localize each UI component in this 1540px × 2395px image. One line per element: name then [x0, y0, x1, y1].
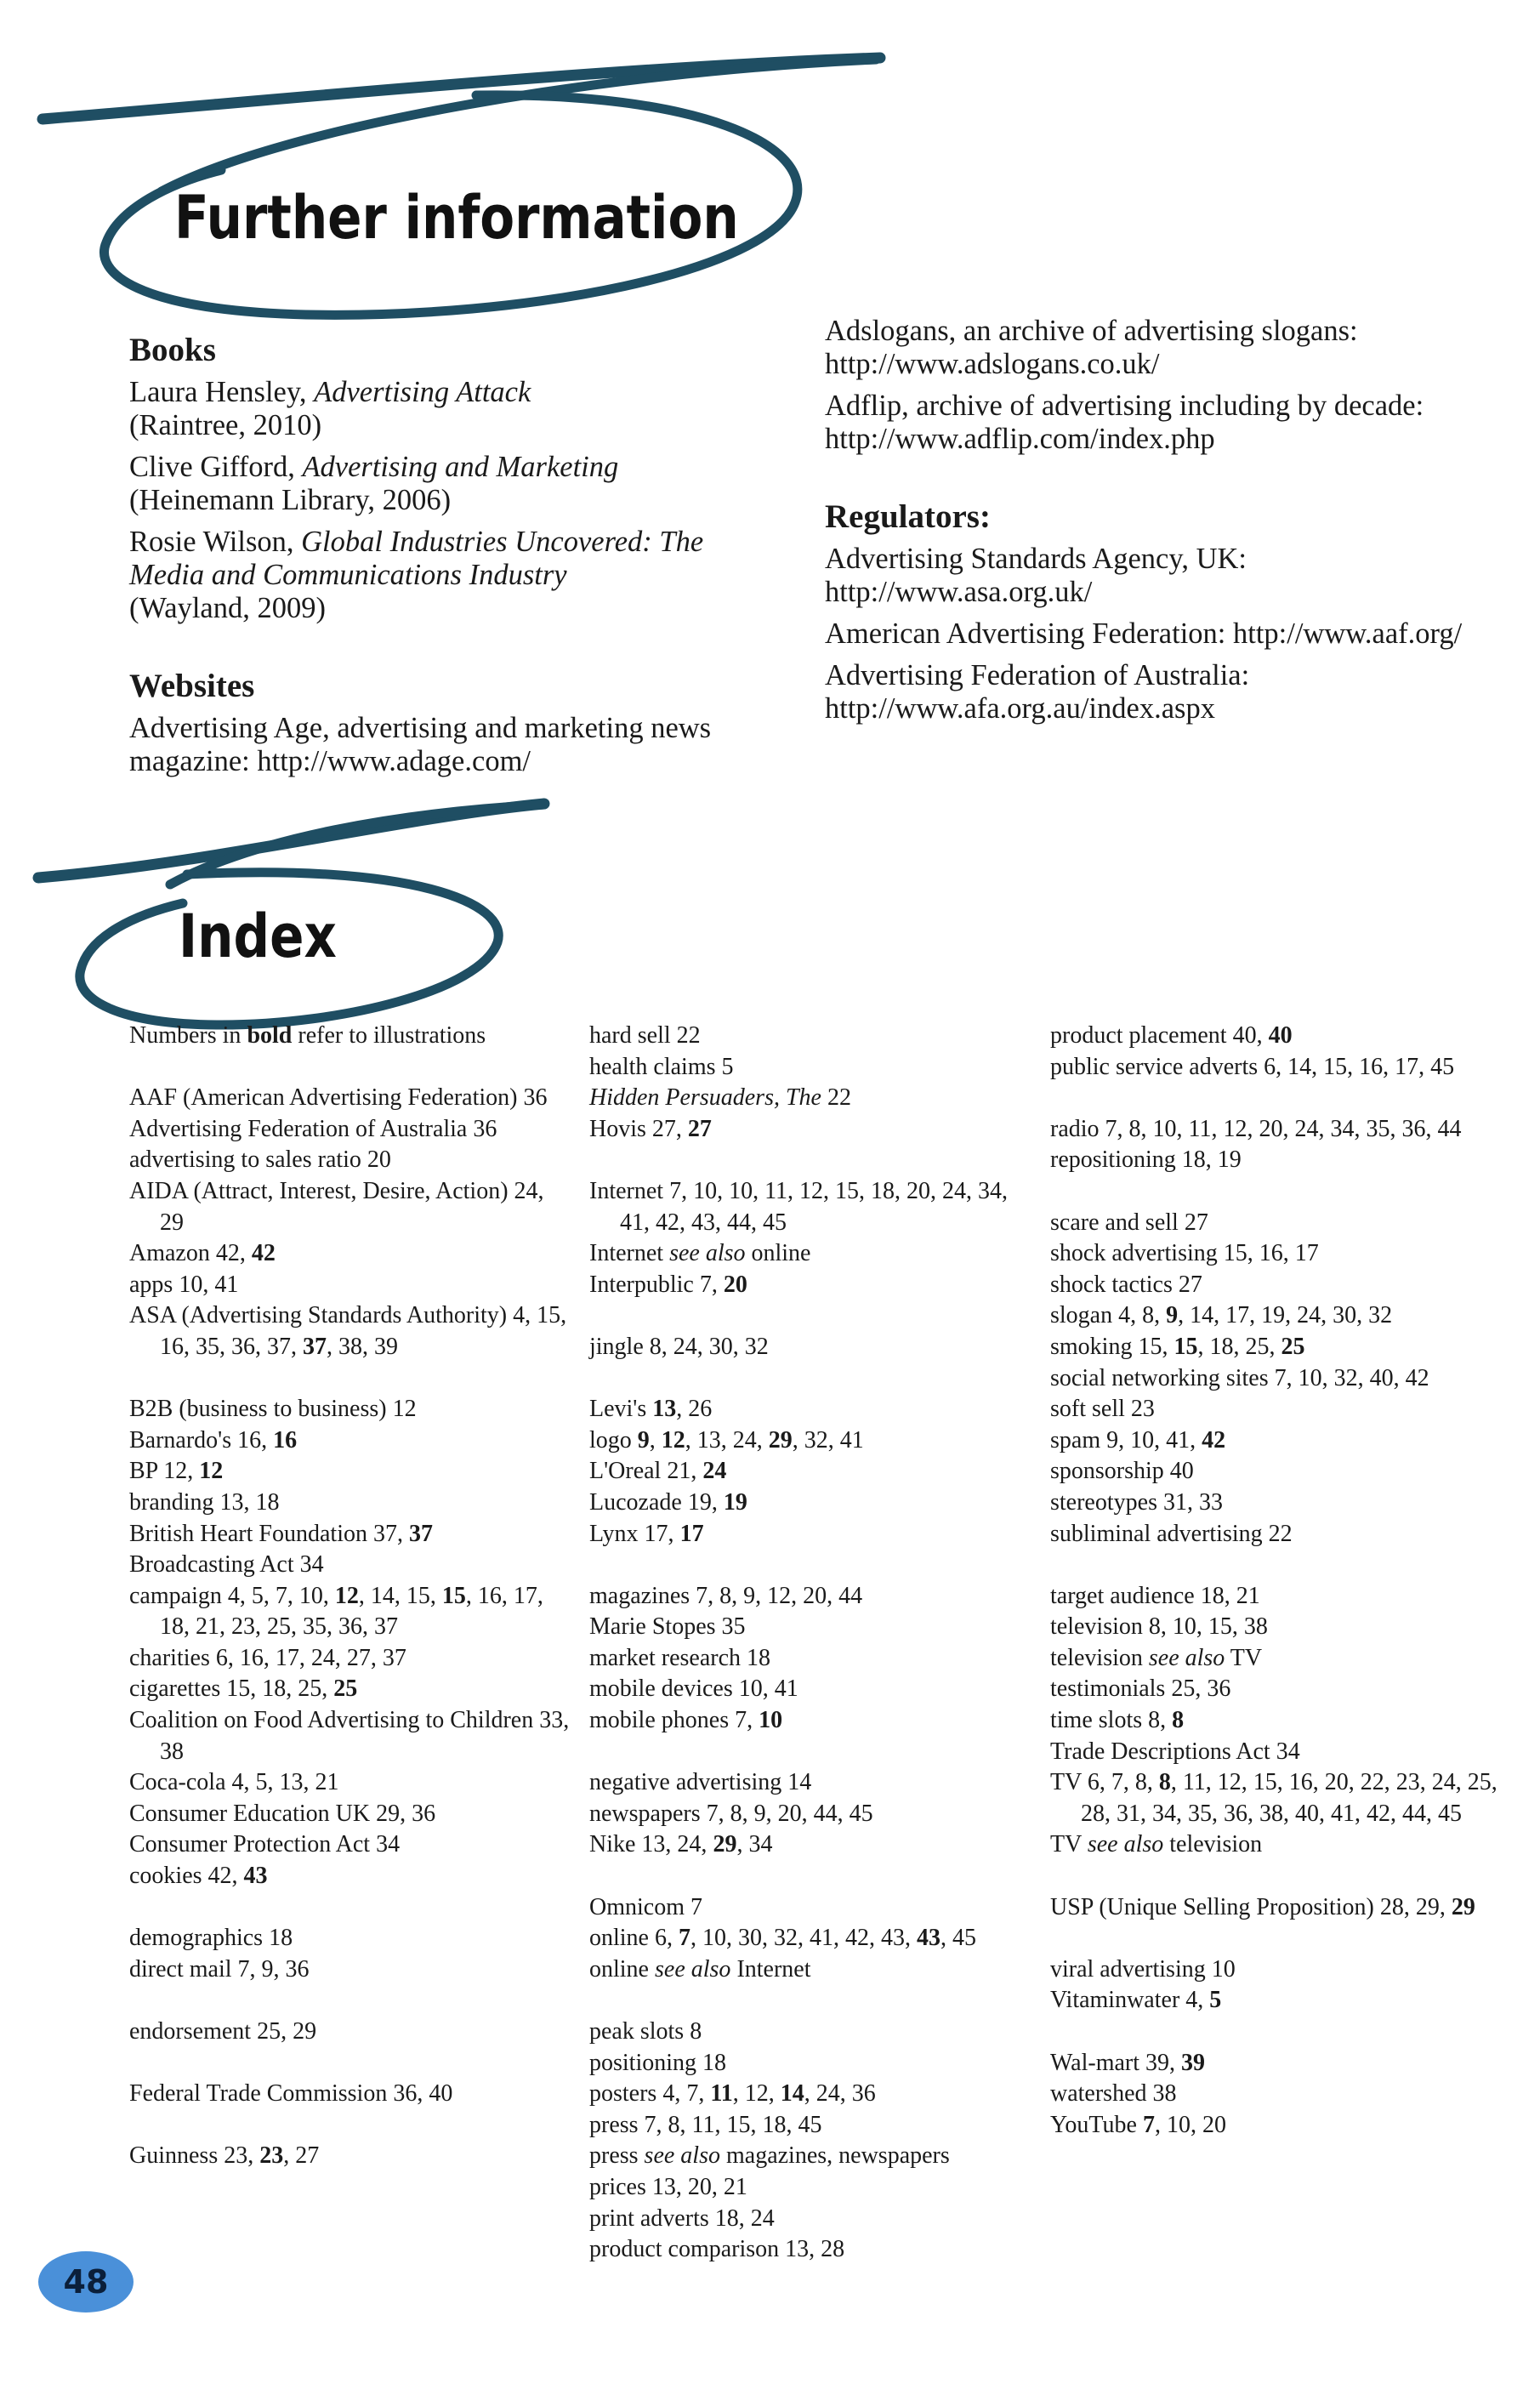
index-entry — [129, 1550, 571, 1581]
index-gap — [589, 1145, 1031, 1176]
index-gap — [589, 1985, 1031, 2017]
index-entry-text: 37 — [408, 1520, 433, 1547]
index-entry — [129, 1581, 571, 1643]
index-entry-text: Nike 13, 24, — [589, 1831, 713, 1858]
index-entry — [129, 1643, 571, 1675]
index-entry-text: Consumer Education UK 29, 36 — [129, 1800, 436, 1827]
index-entry-text: L'Oreal 21, — [589, 1458, 703, 1485]
index-entry-text: Levi's — [589, 1396, 653, 1423]
index-entry-text: health claims 5 — [589, 1053, 734, 1080]
index-entry-text: TV — [1225, 1644, 1263, 1671]
website-entry: Adslogans, an archive of advertising slogans: http://www.adslogans.co.uk/ — [825, 315, 1358, 380]
index-entry — [589, 1052, 1031, 1084]
index-entry-text: jingle 8, 24, 30, 32 — [589, 1333, 769, 1360]
index-gap — [589, 1861, 1031, 1892]
index-entry-text: cookies 42, — [129, 1863, 244, 1890]
index-entry-text: 11 — [710, 2080, 733, 2108]
index-gap — [1050, 1861, 1509, 1892]
index-entry-text: 22 — [821, 1084, 851, 1112]
further-information-title: Further information — [174, 183, 739, 253]
index-entry-text: online 6, — [589, 1925, 679, 1952]
books-section — [129, 332, 776, 625]
index-entry-text: smoking 15, — [1050, 1333, 1174, 1360]
index-entry-text: endorsement 25, 29 — [129, 2018, 317, 2045]
further-information-right-column — [825, 315, 1488, 768]
regulators-section — [825, 498, 1488, 725]
index-entry — [1050, 1581, 1509, 1613]
index-entry-text: Federal Trade Commission 36, 40 — [129, 2080, 453, 2108]
websites-section — [129, 668, 776, 778]
index-entry-text: , 14, 17, 19, 24, 30, 32 — [1178, 1302, 1393, 1329]
index-entry-text: , 10, 30, 32, 41, 42, 43, — [690, 1925, 917, 1952]
index-entry — [589, 2079, 1031, 2110]
index-entry — [589, 2141, 1031, 2172]
index-entry — [1050, 1300, 1509, 1332]
index-entry — [589, 1954, 1031, 1986]
index-entry-text: target audience 18, 21 — [1050, 1582, 1260, 1609]
index-entry — [129, 1300, 571, 1362]
index-entry — [1050, 1674, 1509, 1705]
index-entry-text: , 14, 15, — [358, 1582, 442, 1609]
further-information-left-column — [129, 332, 776, 821]
index-entry — [129, 1021, 571, 1052]
index-entry-text: prices 13, 20, 21 — [589, 2173, 747, 2200]
index-entry-text: stereotypes 31, 33 — [1050, 1488, 1223, 1516]
index-entry — [1050, 1363, 1509, 1395]
index-column-3 — [1050, 1021, 1509, 2141]
index-entry — [129, 1519, 571, 1550]
index-entry — [1050, 1021, 1509, 1052]
index-entry-text: mobile phones 7, — [589, 1707, 759, 1734]
index-column-1 — [129, 1021, 571, 2172]
index-entry-text: watershed 38 — [1050, 2080, 1177, 2108]
index-entry-text: see also — [655, 1955, 731, 1983]
index-entry-text: online — [745, 1240, 811, 1267]
index-entry-text: cigarettes 15, 18, 25, — [129, 1675, 334, 1703]
index-entry — [589, 1674, 1031, 1705]
index-entry — [1050, 1519, 1509, 1550]
index-entry-text: , 12, — [732, 2080, 781, 2108]
index-entry-text: logo — [589, 1426, 638, 1453]
index-entry — [1050, 1737, 1509, 1768]
index-entry-text: 7 — [679, 1925, 690, 1952]
index-gap — [589, 1363, 1031, 1395]
index-entry — [1050, 1145, 1509, 1176]
regulator-entry: Advertising Federation of Australia: http://www.afa.org.au/index.aspx — [825, 659, 1250, 725]
index-entry-text: 13 — [652, 1396, 677, 1423]
index-entry-text: 8 — [1158, 1769, 1171, 1796]
index-entry-text: YouTube — [1050, 2111, 1143, 2138]
index-entry-text: Advertising Federation of Australia 36 — [129, 1115, 497, 1142]
index-entry-text: , 11, 12, 15, 16, 20, 22, 23, 24, 25, 28, 31, 34, 35, 36, 38, 40, 41, 42, 44, 45 — [1081, 1769, 1497, 1827]
index-entry-text: newspapers 7, 8, 9, 20, 44, 45 — [589, 1800, 873, 1827]
index-entry-text: product comparison 13, 28 — [589, 2236, 845, 2263]
index-entry-text: , 26 — [676, 1396, 713, 1423]
index-entry — [1050, 1114, 1509, 1146]
book-author: Clive Gifford, — [129, 451, 295, 483]
index-entry-text: , 27 — [283, 2142, 320, 2170]
index-entry — [129, 1705, 571, 1767]
index-entry-text: repositioning 18, 19 — [1050, 1146, 1242, 1174]
book-details: (Heinemann Library, 2006) — [129, 484, 452, 516]
index-entry-text: 7 — [1142, 2111, 1155, 2138]
index-gap — [1050, 1550, 1509, 1581]
index-entry-text: Marie Stopes 35 — [589, 1613, 746, 1641]
index-entry-text: Broadcasting Act 34 — [129, 1551, 324, 1579]
index-entry-text: refer to illustrations — [292, 1022, 486, 1049]
index-entry-text: , 24, 36 — [804, 2080, 876, 2108]
index-entry-text: , 45 — [940, 1925, 976, 1952]
index-entry-text: 12 — [334, 1582, 359, 1609]
index-entry-text: testimonials 25, 36 — [1050, 1675, 1231, 1703]
index-entry-text: Consumer Protection Act 34 — [129, 1831, 401, 1858]
index-entry-text: 43 — [243, 1863, 268, 1890]
index-entry — [129, 1923, 571, 1954]
index-entry-text: Guinness 23, — [129, 2142, 260, 2170]
index-entry — [1050, 1612, 1509, 1643]
index-entry — [589, 1799, 1031, 1830]
index-gap — [589, 1737, 1031, 1768]
index-entry-text: , 38, 39 — [327, 1333, 398, 1360]
index-entry — [129, 1488, 571, 1519]
index-entry-text: spam 9, 10, 41, — [1050, 1426, 1202, 1453]
index-gap — [129, 1052, 571, 1084]
index-entry — [129, 1861, 571, 1892]
index-entry — [129, 1238, 571, 1270]
index-entry-text: 15 — [1173, 1333, 1198, 1360]
index-entry-text: 43 — [917, 1925, 940, 1952]
index-entry-text: 25 — [1281, 1333, 1305, 1360]
book-entry — [129, 376, 776, 442]
index-entry-text: Omnicom 7 — [589, 1893, 702, 1920]
index-entry — [1050, 1954, 1509, 1986]
website-entry: Adflip, archive of advertising including by decade: http://www.adflip.com/index.php — [825, 390, 1424, 455]
index-entry — [589, 1176, 1031, 1238]
index-entry-text: Lucozade 19, — [589, 1488, 724, 1516]
index-entry — [129, 2141, 571, 2172]
index-entry-text: AIDA (Attract, Interest, Desire, Action) 24, 29 — [129, 1177, 544, 1236]
index-entry-text: see also — [1148, 1644, 1225, 1671]
index-entry — [589, 2204, 1031, 2235]
index-entry — [589, 1425, 1031, 1457]
index-entry-text: , 16, 17, 18, 21, 23, 25, 35, 36, 37 — [160, 1582, 543, 1641]
index-entry — [589, 1114, 1031, 1146]
index-entry — [1050, 1892, 1509, 1924]
index-entry — [1050, 1767, 1509, 1829]
index-entry-text: product placement 40, — [1050, 1022, 1269, 1049]
index-entry — [589, 1892, 1031, 1924]
index-entry-text: Trade Descriptions Act 34 — [1050, 1738, 1300, 1765]
index-entry-text: TV 6, 7, 8, — [1050, 1769, 1159, 1796]
index-entry-text: 27 — [687, 1115, 712, 1142]
index-entry — [129, 1394, 571, 1425]
index-entry-text: television 8, 10, 15, 38 — [1050, 1613, 1268, 1641]
index-entry — [129, 1145, 571, 1176]
book-title: Advertising Attack — [314, 376, 531, 408]
book-author: Laura Hensley, — [129, 376, 307, 408]
book-title: Advertising and Marketing — [302, 451, 619, 483]
index-entry-text: 8 — [1172, 1707, 1185, 1734]
websites-heading: Websites — [129, 668, 255, 704]
index-entry-text: 42 — [1202, 1426, 1226, 1453]
index-entry-text: Internet — [730, 1955, 811, 1983]
index-entry — [589, 2017, 1031, 2048]
index-entry — [1050, 2048, 1509, 2079]
index-entry-text: B2B (business to business) 12 — [129, 1396, 417, 1423]
index-entry — [589, 1519, 1031, 1550]
index-entry-text: , 18, 25, — [1197, 1333, 1281, 1360]
index-entry-text: apps 10, 41 — [129, 1271, 239, 1298]
book-details: (Raintree, 2010) — [129, 409, 322, 441]
index-gap — [589, 1300, 1031, 1332]
index-gap — [129, 2048, 571, 2079]
index-entry — [1050, 1394, 1509, 1425]
index-entry-text: , 34 — [736, 1831, 773, 1858]
index-entry-text: market research 18 — [589, 1644, 770, 1671]
index-entry — [1050, 1332, 1509, 1363]
index-entry — [129, 1767, 571, 1799]
regulator-entry: Advertising Standards Agency, UK: http://www.asa.org.uk/ — [825, 543, 1247, 608]
index-entry — [1050, 1643, 1509, 1675]
index-entry-text: 15 — [441, 1582, 466, 1609]
index-entry-text: Hovis 27, — [589, 1115, 688, 1142]
book-entry — [129, 451, 776, 517]
index-entry-text: British Heart Foundation 37, — [129, 1520, 409, 1547]
index-entry-text: Wal-mart 39, — [1050, 2049, 1182, 2076]
book-author: Rosie Wilson, — [129, 526, 294, 558]
index-entry-text: television — [1163, 1831, 1263, 1858]
index-column-2 — [589, 1021, 1031, 2266]
index-entry — [589, 1612, 1031, 1643]
index-gap — [129, 1892, 571, 1924]
index-entry-text: AAF (American Advertising Federation) 36 — [129, 1084, 548, 1112]
regulators-heading: Regulators: — [825, 498, 991, 535]
index-entry-text: see also — [669, 1240, 746, 1267]
index-entry-text: Hidden Persuaders, The — [589, 1084, 821, 1112]
index-entry-text: campaign 4, 5, 7, 10, — [129, 1582, 335, 1609]
index-entry-text: , 32, 41 — [792, 1426, 864, 1453]
index-entry-text: magazines, newspapers — [719, 2142, 950, 2170]
index-entry — [589, 1488, 1031, 1519]
index-entry-text: 19 — [723, 1488, 747, 1516]
index-gap — [1050, 1923, 1509, 1954]
regulator-entry: American Advertising Federation: http://www.aaf.org/ — [825, 617, 1463, 650]
index-entry-text: Lynx 17, — [589, 1520, 680, 1547]
index-entry-text: 25 — [333, 1675, 358, 1703]
index-entry-text: ASA (Advertising Standards Authority) 4, 15, 16, 35, 36, 37, — [129, 1302, 567, 1360]
index-entry — [589, 1083, 1031, 1114]
index-entry-text: 23 — [259, 2142, 284, 2170]
index-entry-text: radio 7, 8, 10, 11, 12, 20, 24, 34, 35, 36, 44 — [1050, 1115, 1462, 1142]
index-entry — [1050, 1985, 1509, 2017]
index-entry-text: demographics 18 — [129, 1925, 293, 1952]
index-entry — [589, 2172, 1031, 2204]
index-entry-text: press 7, 8, 11, 15, 18, 45 — [589, 2111, 822, 2138]
index-entry-text: posters 4, 7, — [589, 2080, 711, 2108]
index-entry — [129, 1954, 571, 1986]
index-entry-text: , 13, 24, — [685, 1426, 769, 1453]
index-entry — [1050, 1456, 1509, 1488]
page-number-badge: 48 — [38, 2251, 134, 2313]
index-entry-text: charities 6, 16, 17, 24, 27, 37 — [129, 1644, 406, 1671]
book-title: Global Industries Uncovered: The Media and Communications Industry — [129, 526, 704, 591]
index-entry — [589, 1643, 1031, 1675]
index-entry — [129, 1829, 571, 1861]
index-entry-text: positioning 18 — [589, 2049, 727, 2076]
index-entry-text: Coalition on Food Advertising to Children 33, 38 — [129, 1707, 570, 1765]
index-entry-text: 37 — [303, 1333, 327, 1360]
index-entry-text: BP 12, — [129, 1458, 200, 1485]
index-entry-text: 17 — [679, 1520, 704, 1547]
index-gap — [589, 1550, 1031, 1581]
index-entry — [1050, 1238, 1509, 1270]
index-entry — [1050, 1488, 1509, 1519]
index-entry — [1050, 1705, 1509, 1737]
index-entry — [589, 2048, 1031, 2079]
index-entry-text: 12 — [199, 1458, 224, 1485]
index-entry — [589, 1923, 1031, 1954]
index-entry — [129, 2079, 571, 2110]
index-entry-text: viral advertising 10 — [1050, 1955, 1236, 1983]
index-entry-text: shock tactics 27 — [1050, 1271, 1202, 1298]
index-entry — [1050, 1052, 1509, 1084]
index-entry — [1050, 2079, 1509, 2110]
index-entry-text: sponsorship 40 — [1050, 1458, 1194, 1485]
index-entry — [129, 1674, 571, 1705]
index-title: Index — [179, 902, 337, 971]
index-entry-text: 14 — [780, 2080, 804, 2108]
index-entry-text: TV — [1050, 1831, 1088, 1858]
index-entry-text: soft sell 23 — [1050, 1396, 1155, 1423]
index-entry — [589, 1705, 1031, 1737]
index-entry-text: peak slots 8 — [589, 2018, 702, 2045]
index-entry-text: branding 13, 18 — [129, 1488, 280, 1516]
index-entry — [1050, 2110, 1509, 2142]
index-gap — [1050, 2017, 1509, 2048]
index-entry — [129, 1176, 571, 1238]
index-entry-text: subliminal advertising 22 — [1050, 1520, 1293, 1547]
index-entry-text: hard sell 22 — [589, 1022, 701, 1049]
index-entry-text: 42 — [251, 1240, 276, 1267]
index-entry-text: see also — [1087, 1831, 1164, 1858]
index-entry-text: public service adverts 6, 14, 15, 16, 17, 45 — [1050, 1053, 1455, 1080]
index-entry-text: Vitaminwater 4, — [1050, 1987, 1210, 2014]
book-entry — [129, 526, 776, 625]
index-entry — [1050, 1425, 1509, 1457]
index-entry-text: time slots 8, — [1050, 1707, 1173, 1734]
index-entry-text: mobile devices 10, 41 — [589, 1675, 798, 1703]
index-entry — [589, 1829, 1031, 1861]
index-entry — [1050, 1270, 1509, 1301]
index-entry-text: Coca-cola 4, 5, 13, 21 — [129, 1769, 339, 1796]
index-entry — [129, 1083, 571, 1114]
index-entry-text: bold — [247, 1022, 293, 1049]
index-entry-text: television — [1050, 1644, 1149, 1671]
index-entry-text: advertising to sales ratio 20 — [129, 1146, 391, 1174]
index-entry-text: see also — [644, 2142, 720, 2170]
index-entry-text: , 10, 20 — [1154, 2111, 1226, 2138]
index-entry-text: scare and sell 27 — [1050, 1209, 1208, 1236]
index-entry-text: 12 — [661, 1426, 685, 1453]
index-entry-text: 39 — [1181, 2049, 1206, 2076]
websites-continued — [825, 315, 1488, 456]
index-entry-text: online — [589, 1955, 655, 1983]
index-gap — [129, 1985, 571, 2017]
index-entry-text: 10 — [759, 1707, 783, 1734]
index-entry-text: 9 — [637, 1426, 650, 1453]
index-entry — [589, 1581, 1031, 1613]
index-entry-text: Barnardo's 16, — [129, 1426, 274, 1453]
index-entry — [1050, 1829, 1509, 1861]
index-entry-text: 29 — [768, 1426, 793, 1453]
index-entry-text: 29 — [713, 1831, 737, 1858]
index-gap — [1050, 1176, 1509, 1208]
index-entry-text: magazines 7, 8, 9, 12, 20, 44 — [589, 1582, 863, 1609]
index-entry-text: direct mail 7, 9, 36 — [129, 1955, 310, 1983]
index-entry — [589, 1394, 1031, 1425]
index-entry — [129, 2017, 571, 2048]
index-entry — [589, 1332, 1031, 1363]
index-entry — [589, 1270, 1031, 1301]
index-gap — [1050, 1083, 1509, 1114]
index-entry-text: 24 — [702, 1458, 727, 1485]
index-entry-text: 9 — [1166, 1302, 1179, 1329]
index-entry-text: print adverts 18, 24 — [589, 2204, 775, 2232]
index-entry — [129, 1425, 571, 1457]
index-entry — [589, 1767, 1031, 1799]
index-entry — [589, 1021, 1031, 1052]
index-gap — [129, 1363, 571, 1395]
book-details: (Wayland, 2009) — [129, 592, 326, 624]
books-heading: Books — [129, 332, 216, 368]
index-entry — [129, 1270, 571, 1301]
index-entry-text: USP (Unique Selling Proposition) 28, 29, — [1050, 1893, 1452, 1920]
index-entry-text: 20 — [723, 1271, 747, 1298]
index-entry-text: Numbers in — [129, 1022, 247, 1049]
index-entry-text: negative advertising 14 — [589, 1769, 812, 1796]
index-entry — [589, 2234, 1031, 2266]
index-entry-text: Interpublic 7, — [589, 1271, 724, 1298]
index-entry-text: 16 — [273, 1426, 298, 1453]
index-entry-text: 29 — [1451, 1893, 1475, 1920]
website-entry: Advertising Age, advertising and marketing news magazine: http://www.adage.com/ — [129, 712, 712, 777]
index-entry — [589, 1456, 1031, 1488]
index-entry-text: press — [589, 2142, 645, 2170]
index-entry-text: social networking sites 7, 10, 32, 40, 42 — [1050, 1364, 1429, 1391]
index-entry-text: Amazon 42, — [129, 1240, 252, 1267]
index-entry — [589, 1238, 1031, 1270]
index-entry-text: , — [649, 1426, 662, 1453]
index-entry — [589, 2110, 1031, 2142]
index-entry — [1050, 1208, 1509, 1239]
index-entry — [129, 1799, 571, 1830]
index-entry — [129, 1456, 571, 1488]
index-entry — [129, 1114, 571, 1146]
index-entry-text: 40 — [1268, 1022, 1293, 1049]
index-entry-text: shock advertising 15, 16, 17 — [1050, 1240, 1319, 1267]
index-entry-text: slogan 4, 8, — [1050, 1302, 1167, 1329]
index-entry-text: Internet 7, 10, 10, 11, 12, 15, 18, 20, 24, 34, 41, 42, 43, 44, 45 — [589, 1177, 1009, 1236]
index-gap — [129, 2110, 571, 2142]
index-entry-text: 5 — [1209, 1987, 1222, 2014]
index-entry-text: Internet — [589, 1240, 670, 1267]
